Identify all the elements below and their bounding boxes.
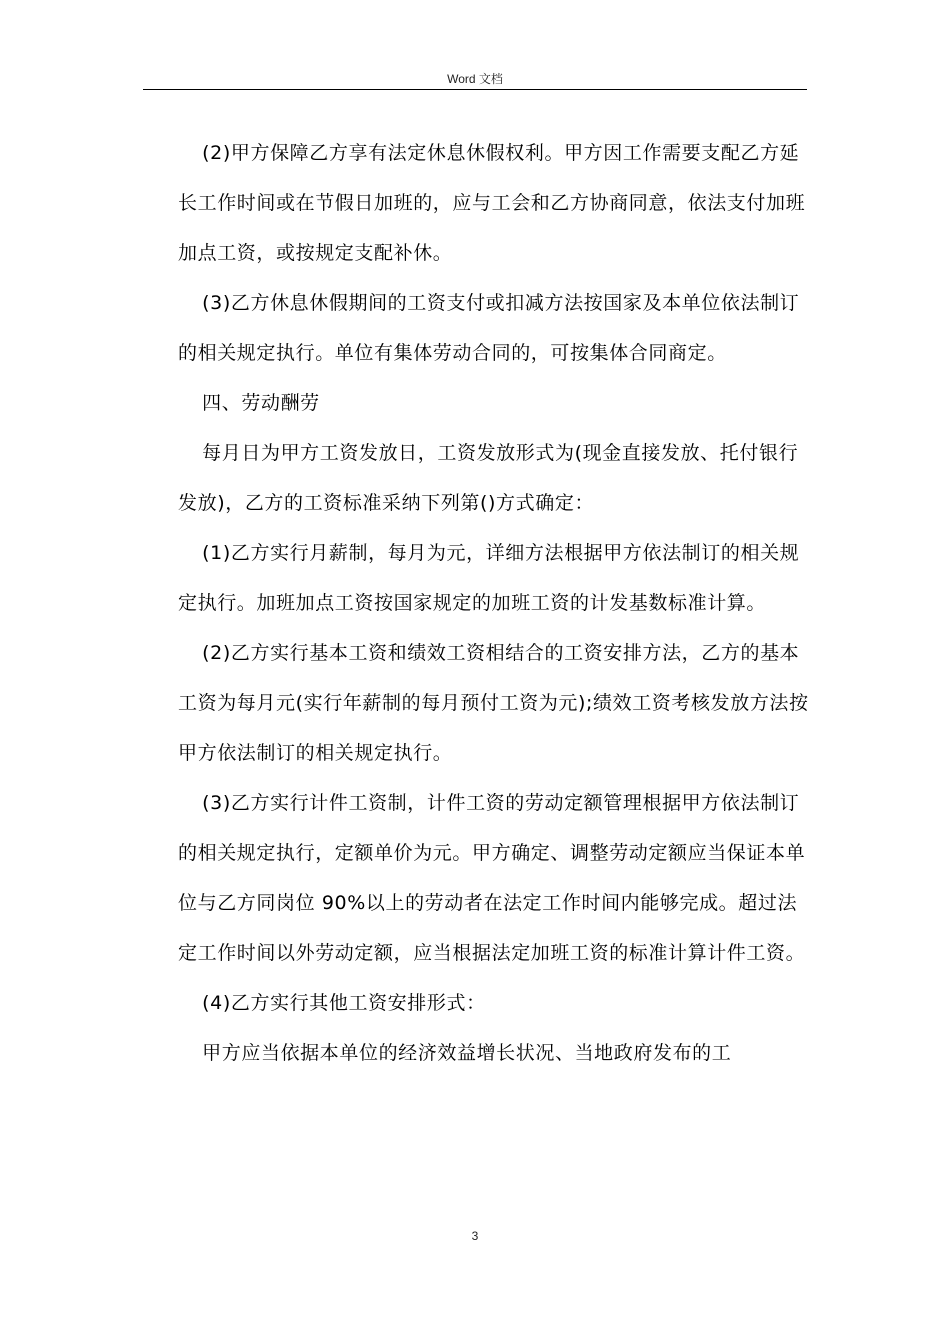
page-number: 3 <box>471 1229 479 1243</box>
page-header-title: Word 文档 <box>447 72 503 86</box>
paragraph-pay-adjustment: 甲方应当依据本单位的经济效益增长状况、当地政府发布的工 <box>202 1042 732 1064</box>
paragraph-piece-rate-pay: (3)乙方实行计件工资制，计件工资的劳动定额管理根据甲方依法制订的相关规定执行，定额单价为元。甲方确定、调整劳动定额应当保证本单位与乙方同岗位 90%以上的劳动者在法定工作时间内能够完成。超过法定工作时间以外劳动定额，应当根据法定加班工资的标准计算计件工资。 <box>178 792 806 964</box>
paragraph-leave-pay: (3)乙方休息休假期间的工资支付或扣减方法按国家及本单位依法制订的相关规定执行。单位有集体劳动合同的，可按集体合同商定。 <box>178 292 800 364</box>
paragraph-pay-day: 每月日为甲方工资发放日，工资发放形式为(现金直接发放、托付银行发放)，乙方的工资标准采纳下列第()方式确定： <box>178 442 799 514</box>
paragraph-other-pay-forms: (4)乙方实行其他工资安排形式： <box>202 992 486 1014</box>
paragraph-base-performance-pay: (2)乙方实行基本工资和绩效工资相结合的工资安排方法，乙方的基本工资为每月元(实行年薪制的每月预付工资为元);绩效工资考核发放方法按甲方依法制订的相关规定执行。 <box>178 642 809 764</box>
document-body <box>178 128 810 1078</box>
section-heading-remuneration: 四、劳动酬劳 <box>202 392 320 414</box>
paragraph-monthly-salary: (1)乙方实行月薪制，每月为元，详细方法根据甲方依法制订的相关规定执行。加班加点工资按国家规定的加班工资的计发基数标准计算。 <box>178 542 800 614</box>
header-divider <box>143 89 807 90</box>
paragraph-rest-rights: (2)甲方保障乙方享有法定休息休假权利。甲方因工作需要支配乙方延长工作时间或在节假日加班的，应与工会和乙方协商同意，依法支付加班加点工资，或按规定支配补休。 <box>178 142 806 264</box>
